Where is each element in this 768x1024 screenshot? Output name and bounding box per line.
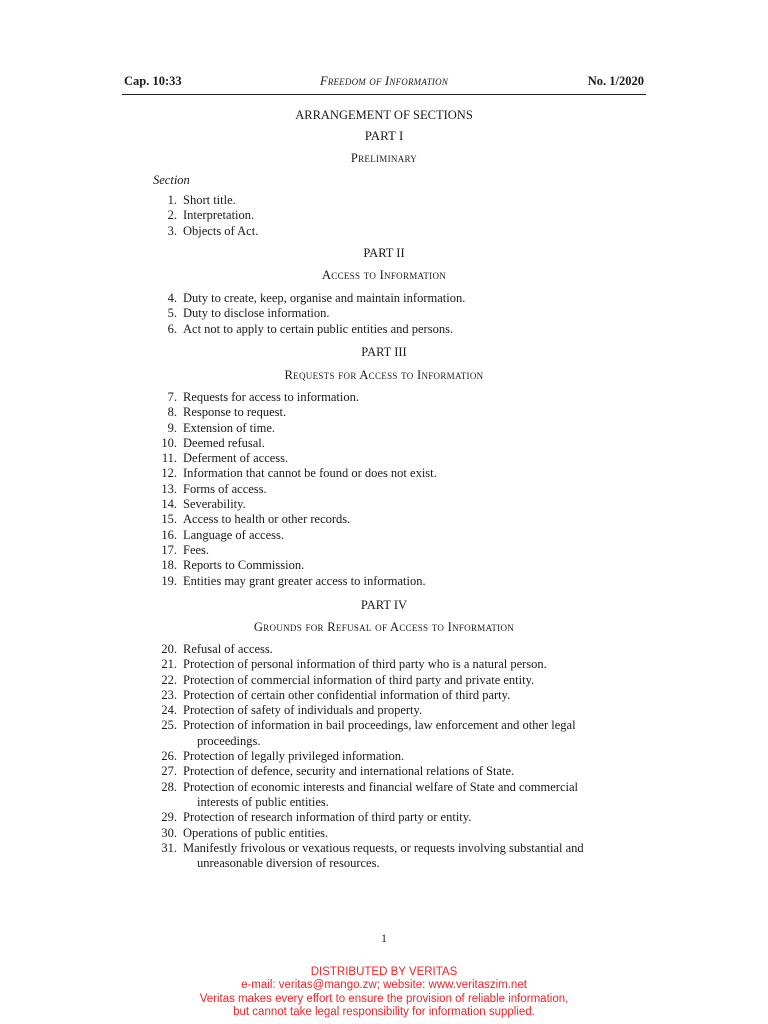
list-item: 2. Interpretation. <box>167 208 255 223</box>
part-4-heading: Grounds for Refusal of Access to Information <box>253 620 515 634</box>
section-column-label: Section <box>153 173 190 187</box>
part-3-heading: Requests for Access to Information <box>284 368 484 382</box>
part-1-heading: Preliminary <box>350 151 418 165</box>
list-item: 27. Protection of defence, security and international relations of State. <box>161 764 515 779</box>
list-item: 30. Operations of public entities. <box>161 825 329 840</box>
list-item: 29. Protection of research information of third party or entity. <box>161 810 472 825</box>
list-item: 17. Fees. <box>161 542 210 557</box>
list-item: 5. Duty to disclose information. <box>167 306 330 321</box>
distribution-footer <box>0 966 768 1020</box>
list-item: 14. Severability. <box>161 497 246 512</box>
list-item: 21. Protection of personal information of third party who is a natural person. <box>161 657 547 672</box>
list-item: 1. Short title. <box>167 193 236 207</box>
part-4-list <box>140 642 660 871</box>
part-3-title: PART III <box>361 345 407 359</box>
footer-disclaimer-1: Veritas makes every effort to ensure the provision of reliable information, <box>199 992 569 1005</box>
arrangement-title: ARRANGEMENT OF SECTIONS <box>295 108 473 122</box>
list-item: 20. Refusal of access. <box>161 642 273 656</box>
list-item: 9. Extension of time. <box>167 420 275 435</box>
part-2-heading: Access to Information <box>321 268 447 282</box>
list-item: 24. Protection of safety of individuals and property. <box>161 703 423 718</box>
part-4-title: PART IV <box>360 598 408 612</box>
list-item: 3. Objects of Act. <box>167 223 259 238</box>
part-1-list <box>140 193 660 239</box>
list-item: 6. Act not to apply to certain public entities and persons. <box>167 321 454 336</box>
list-item: 12. Information that cannot be found or does not exist. <box>161 466 437 481</box>
list-item: 11. Deferment of access. <box>161 451 289 466</box>
part-3-list <box>140 390 660 589</box>
list-item: 10. Deemed refusal. <box>161 435 265 450</box>
list-item: 26. Protection of legally privileged information. <box>161 749 405 764</box>
act-title: Freedom of Information <box>319 74 449 88</box>
list-item: 25. Protection of information in bail proceedings, law enforcement and other legal proceedings. <box>161 718 576 748</box>
part-2-title: PART II <box>363 246 405 260</box>
footer-contact: e-mail: veritas@mango.zw; website: www.veritaszim.net <box>241 979 527 992</box>
list-item: 28. Protection of economic interests and financial welfare of State and commercial interests of public entities. <box>161 779 578 809</box>
page-number: 1 <box>381 933 387 945</box>
list-item: 22. Protection of commercial information of third party and private entity. <box>161 672 535 687</box>
running-header <box>122 72 646 95</box>
list-item: 16. Language of access. <box>161 527 284 542</box>
part-2-list <box>140 291 660 337</box>
list-item: 13. Forms of access. <box>161 481 267 496</box>
list-item: 8. Response to request. <box>167 405 287 420</box>
list-item: 31. Manifestly frivolous or vexatious requests, or requests involving substantial and unreasonable diversion of resources. <box>161 840 584 871</box>
list-item: 15. Access to health or other records. <box>161 512 351 527</box>
list-item: 23. Protection of certain other confidential information of third party. <box>161 687 511 702</box>
part-1-title: PART I <box>364 128 404 143</box>
footer-distributor: DISTRIBUTED BY VERITAS <box>310 966 458 978</box>
footer-disclaimer-2: but cannot take legal responsibility for information supplied. <box>233 1006 535 1019</box>
list-item: 4. Duty to create, keep, organise and maintain information. <box>167 291 466 305</box>
act-number: No. 1/2020 <box>587 74 644 88</box>
list-item: 18. Reports to Commission. <box>161 558 305 573</box>
list-item: 19. Entities may grant greater access to information. <box>161 573 426 588</box>
chapter-number: Cap. 10:33 <box>124 74 182 88</box>
list-item: 7. Requests for access to information. <box>167 390 359 404</box>
